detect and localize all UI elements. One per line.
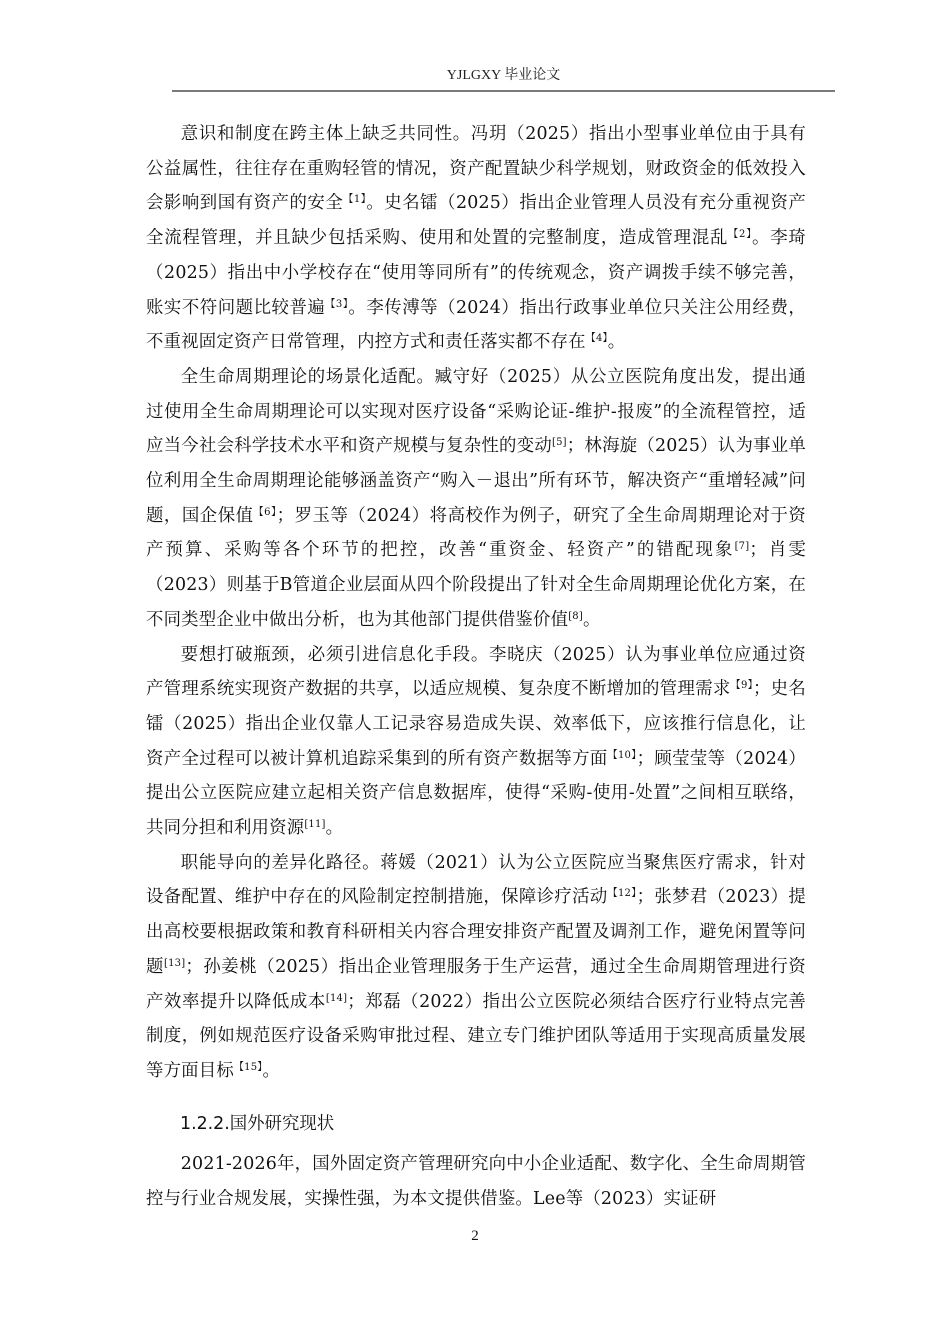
citation-ref: [5] [552,437,567,449]
text-run: 。 [582,609,601,630]
text-run: 。李传溥等（2024）指出行政事业单位只关注公用经费，不重视固定资产日常管理，内控方式和责任落实都不存在 [146,297,806,353]
citation-ref: 【4】 [585,333,608,345]
page-number: 2 [471,1228,479,1244]
header-divider [172,90,835,92]
citation-ref: 【2】 [728,229,753,241]
text-run: 。 [607,332,626,353]
text-run: 职能导向的差异化路径。蒋媛（2021）认为公立医院应当聚焦医疗需求，针对设备配置、维护中存在的风险制定控制措施，保障诊疗活动 [146,852,806,908]
text-run: ；罗玉等（2024）将高校作为例子，研究了全生命周期理论对于资产预算、采购等各个环节的把控，改善“重资金、轻资产”的错配现象 [146,505,806,561]
page-header: YJLGXY 毕业论文 [446,68,561,83]
citation-ref: 【15】 [233,1061,263,1073]
text-run: 。李琦（2025）指出中小学校存在“使用等同所有”的传统观念，资产调拨手续不够完善，账实不符问题比较普遍 [146,228,806,318]
paragraph-2 [146,360,806,638]
citation-ref: 【1】 [343,194,367,206]
text-run: 。 [262,1060,281,1081]
text-run: ；孙姜桃（2025）指出企业管理服务于生产运营，通过全生命周期管理进行资产效率提升以降低成本 [146,956,807,1012]
citation-ref: 【6】 [253,506,277,518]
paragraph-1 [146,117,806,360]
citation-ref: 【12】 [607,888,637,900]
text-run: 全生命周期理论的场景化适配。臧守好（2025）从公立医院角度出发，提出通过使用全生命周期理论可以实现对医疗设备“采购论证-维护-报废”的全流程管控，适应当今社会科学技术水平和资产规模与复杂性的变动 [146,366,806,457]
text-run: ；郑磊（2022）指出公立医院必须结合医疗行业特点完善制度，例如规范医疗设备采购审批过程、建立专门维护团队等适用于实现高质量发展等方面目标 [146,991,806,1081]
paragraph-3 [146,638,806,846]
text-run: ；林海旋（2025）认为事业单位利用全生命周期理论能够涵盖资产“购入－退出”所有环节，解决资产“重增轻减”问题，国企保值 [146,436,806,526]
section-heading: 1.2.2.国外研究现状 [180,1113,335,1134]
citation-ref: [14] [325,992,348,1004]
text-run: 。史名镭（2025）指出企业管理人员没有充分重视资产全流程管理，并且缺少包括采购、使用和处置的完整制度，造成管理混乱 [146,193,807,249]
citation-ref: [13] [164,957,186,969]
text-run: 。 [325,818,344,839]
citation-ref: 【10】 [607,749,637,761]
text-run: ；史名镭（2025）指出企业仅靠人工记录容易造成失误、效率低下，应该推行信息化，让资产全过程可以被计算机追踪采集到的所有资产数据等方面 [146,679,806,769]
text-run: ；张梦君（2023）提出高校要根据政策和教育科研相关内容合理安排资产配置及调剂工作，避免闲置等问题 [146,887,806,977]
citation-ref: 【9】 [730,680,753,692]
citation-ref: [7] [734,541,750,553]
citation-ref: [11] [304,819,326,831]
citation-ref: 【3】 [325,298,349,310]
text-run: ；顾莹莹等（2024）提出公立医院应建立起相关资产信息数据库，使得“采购-使用-处置”之间相互联络，共同分担和利用资源 [146,748,806,839]
citation-ref: [8] [568,610,583,622]
text-run: 意识和制度在跨主体上缺乏共同性。冯玥（2025）指出小型事业单位由于具有公益属性，往往存在重购轻管的情况，资产配置缺少科学规划，财政资金的低效投入会影响到国有资产的安全 [146,124,806,214]
document-body [146,117,806,1217]
paragraph-4 [146,846,806,1089]
text-run: ；肖雯（2023）则基于B管道企业层面从四个阶段提出了针对全生命周期理论优化方案，在不同类型企业中做出分析，也为其他部门提供借鉴价值 [146,540,807,630]
paragraph-5: 2021-2026年，国外固定资产管理研究向中小企业适配、数字化、全生命周期管控与行业合规发展，实操性强，为本文提供借鉴。Lee等（2023）实证研 [146,1154,806,1210]
text-run: 要想打破瓶颈，必须引进信息化手段。李晓庆（2025）认为事业单位应通过资产管理系统实现资产数据的共享，以适应规模、复杂度不断增加的管理需求 [146,644,806,700]
